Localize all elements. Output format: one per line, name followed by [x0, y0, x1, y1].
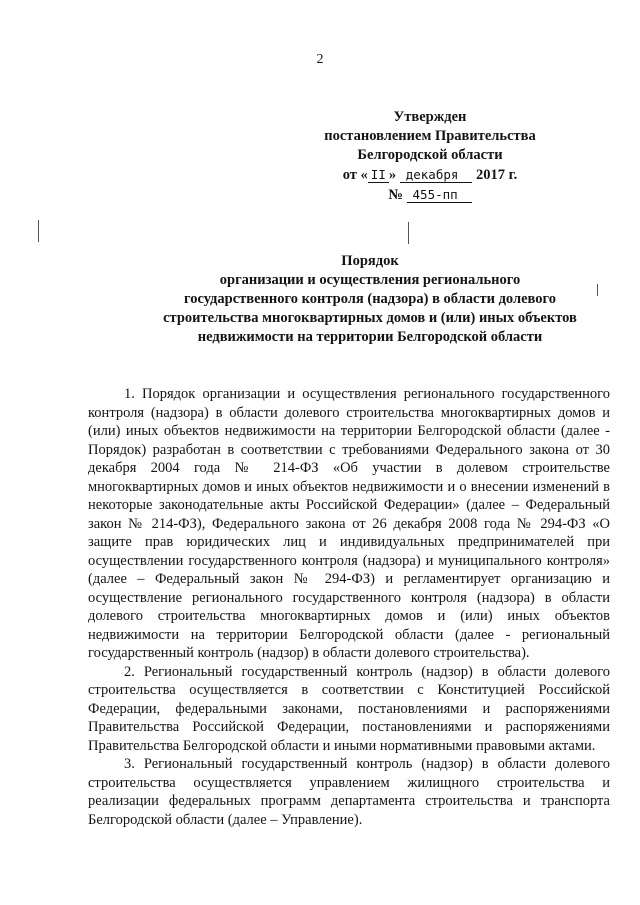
approval-number	[310, 185, 550, 205]
paragraph-2: 2. Региональный государственный контроль (надзор) в области долевого строительства осуществляется в соответствии с Конституцией Российской Федерации, федеральными законами, постановлениями и распоряжениями Правительства Российской Федерации, постановлениями и распоряжениями Правительства Белгородской области и иными нормативными правовыми актами.	[88, 663, 610, 754]
date-prefix: от «	[342, 167, 368, 183]
title-line-1: Порядок	[341, 253, 399, 269]
date-year: 2017 г.	[476, 167, 518, 183]
date-mid: »	[388, 167, 397, 183]
number-prefix: №	[388, 187, 403, 203]
date-day: II	[368, 167, 389, 183]
approval-line-3: Белгородской области	[357, 147, 503, 163]
paragraph-1: 1. Порядок организации и осуществления регионального государственного контроля (надзора) в области долевого строительства многоквартирных домов и (или) иных объектов недвижимости на территории Белгородской области (далее - Порядок) разработан в соответствии с требованиями Федерального закона от 30 декабря 2004 года № 214-ФЗ «Об участии в долевом строительстве многоквартирных домов и иных объектов недвижимости и о внесении изменений в некоторые законодательные акты Российской Федерации» (далее – Федеральный закон № 214-ФЗ), Федерального закона от 26 декабря 2008 года № 294-ФЗ «О защите прав юридических лиц и индивидуальных предпринимателей при осуществлении государственного контроля (надзора) и муниципального контроля» (далее – Федеральный закон № 294-ФЗ) и регламентирует организацию и осуществление регионального государственного контроля (надзора) в области долевого строительства многоквартирных домов и (или) иных объектов недвижимости на территории Белгородской области (далее - региональный государственный контроль (надзор) в области долевого строительства).	[88, 386, 610, 661]
title-line-3: государственного контроля (надзора) в области долевого	[183, 291, 557, 307]
title-line-4: строительства многоквартирных домов и (или) иных объектов	[163, 310, 577, 326]
approval-date	[310, 165, 550, 185]
scan-mark	[597, 284, 598, 296]
scan-mark	[408, 222, 409, 244]
approval-stamp	[310, 108, 550, 205]
document-title	[100, 252, 640, 347]
approval-line-2: постановлением Правительства	[324, 128, 536, 144]
page-number: 2	[316, 52, 324, 67]
paragraph-3: 3. Региональный государственный контроль (надзор) в области долевого строительства осуществляется управлением жилищного строительства и реализации федеральных программ департамента строительства и транспорта Белгородской области (далее – Управление).	[88, 756, 610, 828]
date-month: декабря	[400, 167, 473, 183]
scan-mark	[38, 220, 39, 242]
document-body	[88, 385, 610, 829]
number-value: 455-пп	[407, 187, 472, 203]
approval-line-1: Утвержден	[393, 109, 467, 125]
title-line-2: организации и осуществления регионального	[219, 272, 521, 288]
title-line-5: недвижимости на территории Белгородской области	[197, 329, 543, 345]
